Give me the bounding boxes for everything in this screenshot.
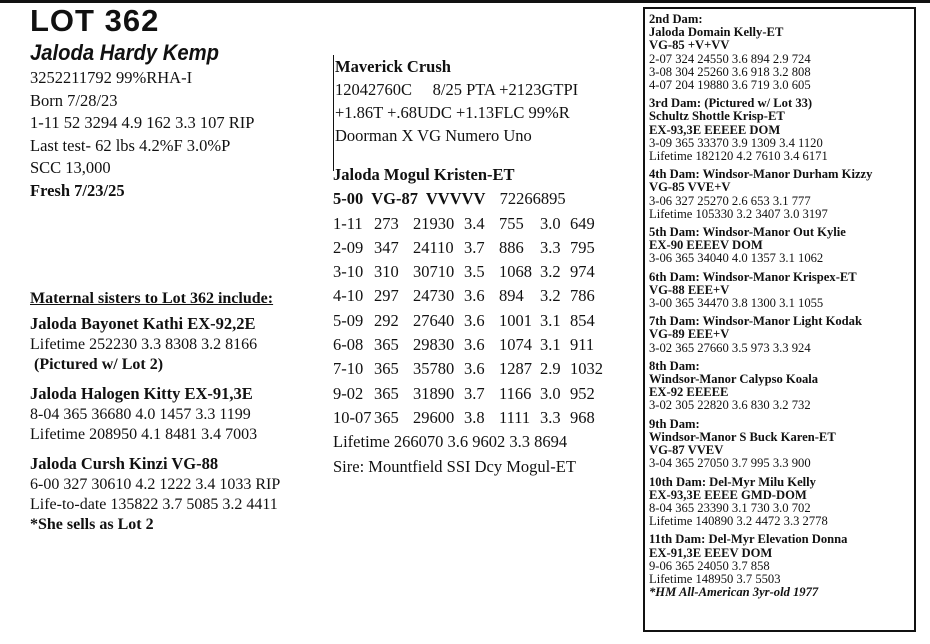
record-cell: 755	[499, 213, 524, 233]
ancestor-heading: Windsor-Manor Calypso Koala	[649, 372, 819, 387]
record-cell: 2-09	[333, 237, 364, 257]
record-cell: 27640	[413, 310, 455, 330]
ancestor-heading: 8th Dam:	[649, 358, 700, 373]
ancestor-heading: 10th Dam: Del-Myr Milu Kelly	[649, 474, 816, 489]
record-cell: 3.7	[464, 237, 485, 257]
ancestor-dam	[649, 418, 914, 471]
ancestor-heading: 5th Dam: Windsor-Manor Out Kylie	[649, 225, 846, 240]
scc: SCC 13,000	[30, 158, 111, 177]
maternal-sisters	[30, 289, 330, 535]
record-row	[333, 406, 638, 430]
ancestor-record: Lifetime 105330 3.2 3407 3.0 3197	[649, 206, 828, 221]
record-cell: 1111	[499, 407, 531, 427]
ancestor-heading: EX-90 EEEEV DOM	[649, 238, 763, 253]
record-cell: 1166	[499, 383, 532, 403]
ancestor-record: 3-08 304 25260 3.6 918 3.2 808	[649, 64, 811, 79]
ancestor-record: Lifetime 140890 3.2 4472 3.3 2778	[649, 514, 828, 529]
record-row	[333, 309, 638, 333]
record-cell: 974	[570, 262, 595, 282]
sister-entry	[30, 383, 330, 445]
sister-name: Jaloda Cursh Kinzi VG-88	[30, 454, 219, 473]
record-row	[333, 284, 638, 308]
record-cell: 3.1	[540, 335, 561, 355]
dam-records	[333, 212, 638, 431]
record-cell: 5-09	[333, 310, 364, 330]
ancestor-heading: EX-91,3E EEEV DOM	[649, 545, 773, 560]
record-cell: 649	[570, 213, 595, 233]
record-cell: 1001	[499, 310, 532, 330]
ancestor-heading: Schultz Shottle Krisp-ET	[649, 109, 785, 124]
record-row	[333, 382, 638, 406]
registration-line: 3252211792 99%RHA-I	[30, 68, 193, 87]
ancestor-dam	[649, 476, 914, 529]
sister-record: Lifetime 252230 3.3 8308 3.2 8166	[30, 336, 258, 353]
ancestor-heading: EX-93,3E EEEEE DOM	[649, 122, 781, 137]
ancestor-record: 2-07 324 24550 3.6 894 2.9 724	[649, 51, 811, 66]
record-cell: 3.1	[540, 310, 561, 330]
sire-block	[333, 55, 635, 171]
sire-name: Maverick Crush	[335, 57, 451, 76]
ancestor-heading: 6th Dam: Windsor-Manor Krispex-ET	[649, 269, 857, 284]
record-cell: 3.6	[464, 286, 485, 306]
ancestor-heading: 9th Dam:	[649, 416, 700, 431]
record-cell: 24110	[413, 237, 454, 257]
ancestor-heading: VG-85 VVE+V	[649, 180, 731, 195]
ancestor-heading: 2nd Dam:	[649, 12, 703, 26]
ancestor-dam	[649, 315, 914, 355]
ancestor-record: 8-04 365 23390 3.1 730 3.0 702	[649, 500, 811, 515]
record-cell: 35780	[413, 359, 455, 379]
record-cell: 786	[570, 286, 595, 306]
dam-classification-row	[333, 187, 638, 211]
cow-name: Jaloda Hardy Kemp	[30, 40, 219, 65]
record-cell: 3.6	[464, 359, 485, 379]
record-row	[333, 260, 638, 284]
dam-classification: 5-00 VG-87 VVVVV	[333, 189, 486, 209]
ancestor-record: 3-09 365 33370 3.9 1309 3.4 1120	[649, 135, 823, 150]
sisters-heading: Maternal sisters to Lot 362 include:	[30, 290, 274, 307]
ancestor-record: 3-04 365 27050 3.7 995 3.3 900	[649, 456, 811, 471]
record-cell: 9-02	[333, 383, 364, 403]
ancestor-note: *HM All-American 3yr-old 1977	[649, 585, 819, 600]
record-cell: 1068	[499, 262, 532, 282]
record-cell: 365	[374, 359, 399, 379]
record-cell: 30710	[413, 262, 455, 282]
record-cell: 1074	[499, 335, 532, 355]
ancestor-record: 3-06 365 34040 4.0 1357 3.1 1062	[649, 251, 824, 266]
record-cell: 4-10	[333, 286, 364, 306]
record-cell: 854	[570, 310, 595, 330]
sister-note: *She sells as Lot 2	[30, 516, 154, 533]
ancestor-dam	[649, 168, 914, 221]
ancestor-heading: 3rd Dam: (Pictured w/ Lot 33)	[649, 96, 813, 111]
record-cell: 3.8	[464, 407, 485, 427]
ancestor-record: 3-02 365 27660 3.5 973 3.3 924	[649, 340, 811, 355]
ancestor-record: Lifetime 182120 4.2 7610 3.4 6171	[649, 149, 828, 164]
record-cell: 10-07	[333, 407, 372, 427]
record-row	[333, 333, 638, 357]
dam-reg-number: 72266895	[499, 189, 566, 209]
record-cell: 31890	[413, 383, 455, 403]
ancestor-heading: 7th Dam: Windsor-Manor Light Kodak	[649, 314, 862, 329]
record-row	[333, 357, 638, 381]
record-cell: 3.5	[464, 262, 485, 282]
record-cell: 3.0	[540, 213, 561, 233]
last-test: Last test- 62 lbs 4.2%F 3.0%P	[30, 135, 231, 155]
ancestor-heading: 11th Dam: Del-Myr Elevation Donna	[649, 532, 848, 547]
sire-line: 12042760C 8/25 PTA +2123GTPI	[335, 80, 579, 99]
ancestor-dam	[649, 97, 914, 163]
ancestor-record: 4-07 204 19880 3.6 719 3.0 605	[649, 78, 811, 93]
sister-record: Life-to-date 135822 3.7 5085 3.2 4411	[30, 496, 278, 513]
record-cell: 3.6	[464, 310, 485, 330]
ancestor-dam	[649, 226, 914, 266]
sister-entry	[30, 453, 330, 535]
production-record: 1-11 52 3294 4.9 162 3.3 107 RIP	[30, 113, 255, 132]
record-cell: 911	[570, 335, 595, 355]
ancestor-dam	[649, 13, 914, 92]
ancestor-heading: EX-93,3E EEEE GMD-DOM	[649, 487, 807, 502]
record-cell: 273	[374, 213, 399, 233]
record-row	[333, 212, 638, 236]
pedigree-list	[649, 13, 914, 599]
dam-sire: Sire: Mountfield SSI Dcy Mogul-ET	[333, 456, 576, 476]
ancestor-record: 9-06 365 24050 3.7 858	[649, 558, 770, 573]
record-cell: 886	[499, 237, 524, 257]
record-cell: 1287	[499, 359, 532, 379]
sister-record: 8-04 365 36680 4.0 1457 3.3 1199	[30, 406, 251, 423]
sister-name: Jaloda Halogen Kitty EX-91,3E	[30, 384, 253, 403]
sister-entry	[30, 313, 330, 375]
ancestor-record: 3-00 365 34470 3.8 1300 3.1 1055	[649, 296, 824, 311]
dam-name: Jaloda Mogul Kristen-ET	[333, 165, 515, 184]
record-cell: 21930	[413, 213, 455, 233]
ancestor-dam	[649, 271, 914, 311]
record-row	[333, 236, 638, 260]
record-cell: 3.2	[540, 286, 561, 306]
sister-record: 6-00 327 30610 4.2 1222 3.4 1033 RIP	[30, 476, 281, 493]
record-cell: 3.3	[540, 237, 561, 257]
ancestor-heading: VG-88 EEE+V	[649, 282, 730, 297]
record-cell: 310	[374, 262, 399, 282]
dam-lifetime: Lifetime 266070 3.6 9602 3.3 8694	[333, 432, 568, 452]
birth-date: Born 7/28/23	[30, 90, 118, 110]
record-cell: 968	[570, 407, 595, 427]
ancestor-heading: 4th Dam: Windsor-Manor Durham Kizzy	[649, 167, 873, 182]
record-cell: 24730	[413, 286, 455, 306]
ancestor-heading: VG-87 VVEV	[649, 443, 724, 458]
ancestor-heading: EX-92 EEEEE	[649, 385, 729, 400]
record-cell: 3-10	[333, 262, 364, 282]
record-cell: 1032	[570, 359, 603, 379]
sire-line: +1.86T +.68UDC +1.13FLC 99%R	[335, 103, 570, 122]
record-cell: 365	[374, 383, 399, 403]
ancestor-dam	[649, 360, 914, 413]
record-cell: 365	[374, 407, 399, 427]
ancestor-heading: VG-89 EEE+V	[649, 327, 730, 342]
lot-title: LOT 362	[30, 3, 160, 38]
ancestor-record: Lifetime 148950 3.7 5503	[649, 571, 781, 586]
record-cell: 365	[374, 335, 399, 355]
record-cell: 7-10	[333, 359, 364, 379]
record-cell: 3.7	[464, 383, 485, 403]
record-cell: 347	[374, 237, 399, 257]
sister-record: Lifetime 208950 4.1 8481 3.4 7003	[30, 426, 258, 443]
record-cell: 29600	[413, 407, 455, 427]
record-cell: 3.6	[464, 335, 485, 355]
ancestor-record: 3-06 327 25270 2.6 653 3.1 777	[649, 193, 811, 208]
fresh-date: Fresh 7/23/25	[30, 180, 125, 200]
record-cell: 3.4	[464, 213, 485, 233]
record-cell: 297	[374, 286, 399, 306]
ancestor-heading: Windsor-Manor S Buck Karen-ET	[649, 429, 836, 444]
pedigree-box	[643, 7, 916, 632]
record-cell: 1-11	[333, 213, 363, 233]
ancestor-dam	[649, 533, 914, 599]
dam-block	[333, 163, 638, 479]
sister-name: Jaloda Bayonet Kathi EX-92,2E	[30, 314, 256, 333]
ancestor-heading: VG-85 +V+VV	[649, 38, 730, 53]
record-cell: 952	[570, 383, 595, 403]
lot-details	[30, 67, 330, 202]
sire-line: Doorman X VG Numero Uno	[335, 126, 532, 145]
record-cell: 6-08	[333, 335, 364, 355]
record-cell: 795	[570, 237, 595, 257]
record-cell: 3.2	[540, 262, 561, 282]
record-cell: 292	[374, 310, 399, 330]
record-cell: 29830	[413, 335, 455, 355]
record-cell: 894	[499, 286, 524, 306]
sister-note: (Pictured w/ Lot 2)	[30, 356, 164, 373]
record-cell: 2.9	[540, 359, 561, 379]
ancestor-record: 3-02 305 22820 3.6 830 3.2 732	[649, 398, 811, 413]
record-cell: 3.3	[540, 407, 561, 427]
ancestor-heading: Jaloda Domain Kelly-ET	[649, 25, 784, 40]
record-cell: 3.0	[540, 383, 561, 403]
